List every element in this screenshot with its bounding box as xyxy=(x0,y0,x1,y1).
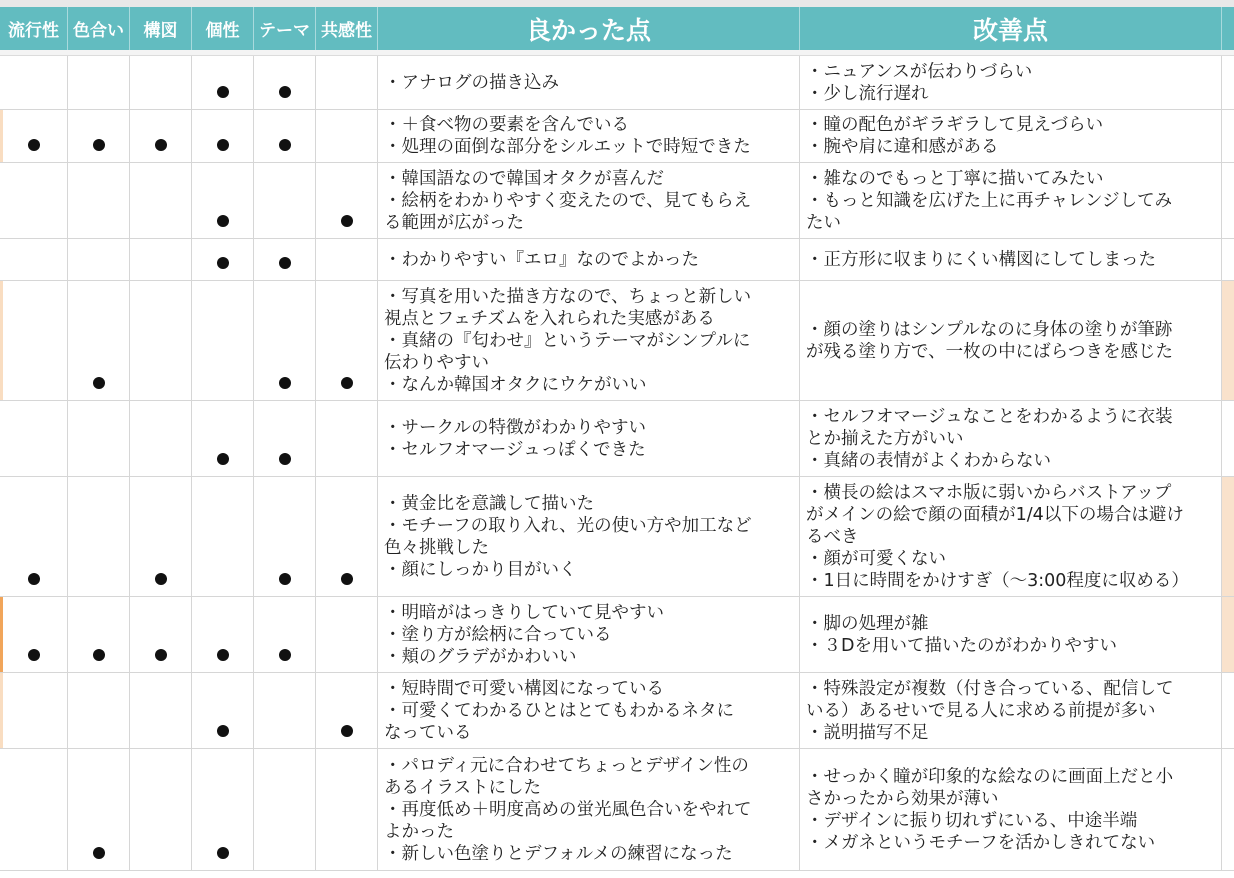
cell-good-points[interactable]: ・明暗がはっきりしていて見やすい ・塗り方が絵柄に合っている ・頬のグラデがかわいい xyxy=(378,597,800,672)
check-dot-icon xyxy=(28,573,40,585)
cell-theme[interactable] xyxy=(254,239,316,280)
cell-improvements[interactable]: ・横長の絵はスマホ版に弱いからバストアップ がメインの絵で顔の面積が1/4以下の場合は避け るべき ・顔が可愛くない ・1日に時間をかけすぎ（〜3:00程度に収める） xyxy=(800,477,1222,596)
cell-good-points[interactable]: ・＋食べ物の要素を含んでいる ・処理の面倒な部分をシルエットで時短できた xyxy=(378,110,800,162)
cell-improvements[interactable]: ・脚の処理が雑 ・３Dを用いて描いたのがわかりやすい xyxy=(800,597,1222,672)
check-dot-icon xyxy=(217,725,229,737)
cell-color[interactable] xyxy=(68,749,130,870)
cell-individuality[interactable] xyxy=(192,477,254,596)
cell-composition[interactable] xyxy=(130,477,192,596)
cell-improvements[interactable]: ・ニュアンスが伝わりづらい ・少し流行遅れ xyxy=(800,56,1222,109)
header-color[interactable]: 色合い xyxy=(68,7,130,50)
cell-individuality[interactable] xyxy=(192,597,254,672)
cell-theme[interactable] xyxy=(254,163,316,238)
cell-theme[interactable] xyxy=(254,673,316,748)
cell-empathy[interactable] xyxy=(316,749,378,870)
check-dot-icon xyxy=(279,139,291,151)
cell-individuality[interactable] xyxy=(192,239,254,280)
check-dot-icon xyxy=(93,377,105,389)
check-dot-icon xyxy=(279,649,291,661)
header-trend[interactable]: 流行性 xyxy=(0,7,68,50)
table-row[interactable] xyxy=(0,597,1234,673)
cell-composition[interactable] xyxy=(130,110,192,162)
cell-theme[interactable] xyxy=(254,477,316,596)
cell-improvements[interactable]: ・せっかく瞳が印象的な絵なのに画面上だと小 さかったから効果が薄い ・デザインに振り切れずにいる、中途半端 ・メガネというモチーフを活かしきれてない xyxy=(800,749,1222,870)
cell-composition[interactable] xyxy=(130,56,192,109)
cell-improvements[interactable]: ・正方形に収まりにくい構図にしてしまった xyxy=(800,239,1222,280)
check-dot-icon xyxy=(279,573,291,585)
header-composition[interactable]: 構図 xyxy=(130,7,192,50)
cell-trend[interactable] xyxy=(0,749,68,870)
cell-empathy[interactable] xyxy=(316,239,378,280)
check-dot-icon xyxy=(217,257,229,269)
check-dot-icon xyxy=(217,453,229,465)
cell-trend[interactable] xyxy=(0,56,68,109)
check-dot-icon xyxy=(93,139,105,151)
table-row[interactable] xyxy=(0,749,1234,871)
check-dot-icon xyxy=(341,725,353,737)
cell-color[interactable] xyxy=(68,56,130,109)
check-dot-icon xyxy=(341,215,353,227)
cell-composition[interactable] xyxy=(130,239,192,280)
cell-theme[interactable] xyxy=(254,56,316,109)
row-highlight-right xyxy=(1222,281,1234,400)
check-dot-icon xyxy=(155,139,167,151)
header-overflow[interactable] xyxy=(1222,7,1234,50)
cell-composition[interactable] xyxy=(130,281,192,400)
check-dot-icon xyxy=(279,86,291,98)
cell-theme[interactable] xyxy=(254,597,316,672)
cell-theme[interactable] xyxy=(254,110,316,162)
cell-empathy[interactable] xyxy=(316,673,378,748)
cell-composition[interactable] xyxy=(130,163,192,238)
check-dot-icon xyxy=(217,215,229,227)
check-dot-icon xyxy=(341,377,353,389)
check-dot-icon xyxy=(28,649,40,661)
table-row[interactable] xyxy=(0,401,1234,477)
cell-improvements[interactable]: ・セルフオマージュなことをわかるように衣装 とか揃えた方がいい ・真緒の表情がよくわからない xyxy=(800,401,1222,476)
cell-theme[interactable] xyxy=(254,749,316,870)
cell-composition[interactable] xyxy=(130,597,192,672)
check-dot-icon xyxy=(341,573,353,585)
cell-improvements[interactable]: ・瞳の配色がギラギラして見えづらい ・腕や肩に違和感がある xyxy=(800,110,1222,162)
cell-color[interactable] xyxy=(68,401,130,476)
cell-individuality[interactable] xyxy=(192,401,254,476)
header-theme[interactable]: テーマ xyxy=(254,7,316,50)
cell-empathy[interactable] xyxy=(316,163,378,238)
cell-improvements[interactable]: ・顔の塗りはシンプルなのに身体の塗りが筆跡 が残る塗り方で、一枚の中にばらつきを感じた xyxy=(800,281,1222,400)
cell-individuality[interactable] xyxy=(192,163,254,238)
cell-good-points[interactable]: ・黄金比を意識して描いた ・モチーフの取り入れ、光の使い方や加工など 色々挑戦した ・顔にしっかり目がいく xyxy=(378,477,800,596)
cell-empathy[interactable] xyxy=(316,597,378,672)
cell-trend[interactable] xyxy=(0,239,68,280)
table-row[interactable] xyxy=(0,56,1234,110)
header-good-points[interactable]: 良かった点 xyxy=(378,7,800,50)
cell-composition[interactable] xyxy=(130,673,192,748)
cell-color[interactable] xyxy=(68,673,130,748)
table-row[interactable] xyxy=(0,239,1234,281)
cell-good-points[interactable]: ・短時間で可愛い構図になっている ・可愛くてわかるひとはとてもわかるネタに なっている xyxy=(378,673,800,748)
cell-individuality[interactable] xyxy=(192,749,254,870)
header-individuality[interactable]: 個性 xyxy=(192,7,254,50)
cell-empathy[interactable] xyxy=(316,477,378,596)
check-dot-icon xyxy=(217,139,229,151)
cell-trend[interactable] xyxy=(0,597,68,672)
cell-color[interactable] xyxy=(68,239,130,280)
cell-theme[interactable] xyxy=(254,281,316,400)
table-row[interactable] xyxy=(0,110,1234,163)
row-highlight-right xyxy=(1222,477,1234,596)
header-empathy[interactable]: 共感性 xyxy=(316,7,378,50)
cell-theme[interactable] xyxy=(254,401,316,476)
cell-trend[interactable] xyxy=(0,110,68,162)
check-dot-icon xyxy=(28,139,40,151)
check-dot-icon xyxy=(155,649,167,661)
cell-color[interactable] xyxy=(68,477,130,596)
cell-good-points[interactable]: ・パロディ元に合わせてちょっとデザイン性の あるイラストにした ・再度低め＋明度高めの蛍光風色合いをやれて よかった ・新しい色塗りとデフォルメの練習になった xyxy=(378,749,800,870)
cell-good-points[interactable]: ・アナログの描き込み xyxy=(378,56,800,109)
check-dot-icon xyxy=(217,649,229,661)
check-dot-icon xyxy=(217,847,229,859)
cell-color[interactable] xyxy=(68,281,130,400)
check-dot-icon xyxy=(279,257,291,269)
cell-good-points[interactable]: ・写真を用いた描き方なので、ちょっと新しい 視点とフェチズムを入れられた実感がある ・真緒の『匂わせ』というテーマがシンプルに 伝わりやすい ・なんか韓国オタクにウケがいい xyxy=(378,281,800,400)
cell-trend[interactable] xyxy=(0,401,68,476)
cell-individuality[interactable] xyxy=(192,673,254,748)
cell-trend[interactable] xyxy=(0,163,68,238)
row-highlight-right xyxy=(1222,597,1234,672)
cell-color[interactable] xyxy=(68,110,130,162)
cell-color[interactable] xyxy=(68,163,130,238)
cell-empathy[interactable] xyxy=(316,281,378,400)
cell-trend[interactable] xyxy=(0,673,68,748)
check-dot-icon xyxy=(279,377,291,389)
check-dot-icon xyxy=(279,453,291,465)
cell-color[interactable] xyxy=(68,597,130,672)
cell-empathy[interactable] xyxy=(316,110,378,162)
cell-good-points[interactable]: ・わかりやすい『エロ』なのでよかった xyxy=(378,239,800,280)
table-row[interactable] xyxy=(0,281,1234,401)
cell-composition[interactable] xyxy=(130,401,192,476)
table-row[interactable] xyxy=(0,477,1234,597)
cell-improvements[interactable]: ・特殊設定が複数（付き合っている、配信して いる）あるせいで見る人に求める前提が多い ・説明描写不足 xyxy=(800,673,1222,748)
table-row[interactable] xyxy=(0,163,1234,239)
cell-individuality[interactable] xyxy=(192,281,254,400)
check-dot-icon xyxy=(217,86,229,98)
check-dot-icon xyxy=(155,573,167,585)
cell-individuality[interactable] xyxy=(192,110,254,162)
check-dot-icon xyxy=(93,649,105,661)
cell-trend[interactable] xyxy=(0,477,68,596)
cell-improvements[interactable]: ・雑なのでもっと丁寧に描いてみたい ・もっと知識を広げた上に再チャレンジしてみ たい xyxy=(800,163,1222,238)
table-row[interactable] xyxy=(0,673,1234,749)
cell-good-points[interactable]: ・韓国語なので韓国オタクが喜んだ ・絵柄をわかりやすく変えたので、見てもらえ る範囲が広がった xyxy=(378,163,800,238)
cell-composition[interactable] xyxy=(130,749,192,870)
cell-individuality[interactable] xyxy=(192,56,254,109)
cell-empathy[interactable] xyxy=(316,56,378,109)
cell-empathy[interactable] xyxy=(316,401,378,476)
cell-trend[interactable] xyxy=(0,281,68,400)
check-dot-icon xyxy=(93,847,105,859)
header-improvements[interactable]: 改善点 xyxy=(800,7,1222,50)
cell-good-points[interactable]: ・サークルの特徴がわかりやすい ・セルフオマージュっぽくできた xyxy=(378,401,800,476)
